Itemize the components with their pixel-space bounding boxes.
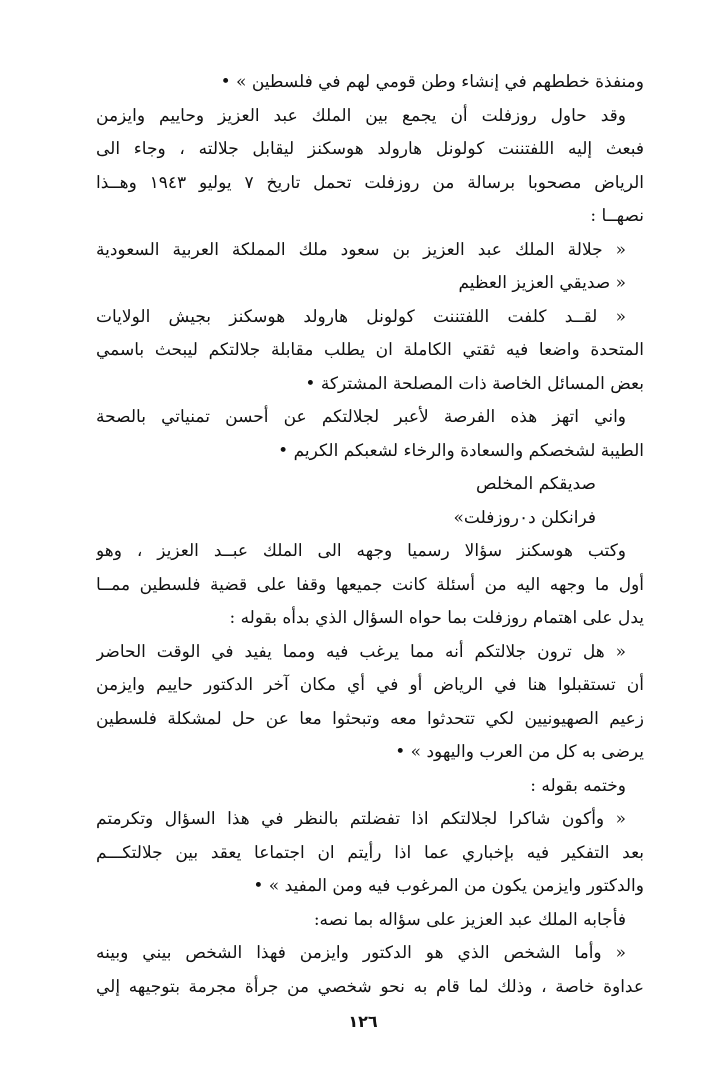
text-line: فبعث إليه اللفتننت كولونل هارولد هوسكنز ليقابل جلالته ، وجاء الى	[96, 139, 644, 159]
text-line: بعد التفكير فيه بإخباري عما اذا رأيتم ان اجتماعا يعقد بين جلالتكـــم	[96, 842, 644, 863]
page-number: ١٢٦	[348, 1012, 378, 1031]
text-line: « صديقي العزيز العظيم	[458, 273, 626, 293]
text-line: يرضى به كل من العرب واليهود » •	[395, 742, 644, 762]
text-line: الطيبة لشخصكم والسعادة والرخاء لشعبكم الكريم •	[278, 440, 644, 461]
text-line: واني اتهز هذه الفرصة لأعبر لجلالتكم عن أحسن تمنياتي بالصحة	[96, 407, 626, 427]
page-body	[96, 66, 644, 1004]
text-line: والدكتور وايزمن يكون من المرغوب فيه ومن المفيد » •	[253, 876, 644, 896]
text-line: بعض المسائل الخاصة ذات المصلحة المشتركة •	[305, 373, 644, 394]
text-line: « جلالة الملك عبد العزيز بن سعود ملك المملكة العربية السعودية	[96, 239, 626, 260]
text-line: « وأكون شاكرا لجلالتكم اذا تفضلتم بالنظر في هذا السؤال وتكرمتم	[96, 809, 626, 829]
text-line: أن تستقبلوا هنا في الرياض أو في أي مكان آخر الدكتور حاييم وايزمن	[96, 675, 644, 695]
text-line: وختمه بقوله :	[530, 775, 626, 796]
text-line: وقد حاول روزفلت أن يجمع بين الملك عبد العزيز وحاييم وايزمن	[96, 105, 626, 126]
text-line: المتحدة واضعا فيه ثقتي الكاملة ان يطلب مقابلة جلالتكم ليبحث باسمي	[96, 340, 644, 360]
text-line: زعيم الصهيونيين لكي تتحدثوا معه وتبحثوا معا عن حل لمشكلة فلسطين	[96, 708, 644, 729]
signature-line: فرانكلن د٠روزفلت»	[453, 507, 596, 528]
text-line: « لقــد كلفت اللفتننت كولونل هارولد هوسكنز بجيش الولايات	[96, 306, 626, 327]
text-line: عداوة خاصة ، وذلك لما قام به نحو شخصي من جرأة مجرمة بتوجيهه إلي	[96, 976, 644, 997]
text-line: « وأما الشخص الذي هو الدكتور وايزمن فهذا الشخص بيني وبينه	[96, 943, 626, 963]
text-line: فأجابه الملك عبد العزيز على سؤاله بما نصه:	[313, 909, 626, 930]
text-line: ومنفذة خططهم في إنشاء وطن قومي لهم في فلسطين » •	[220, 72, 644, 92]
signature-line: صديقكم المخلص	[476, 474, 596, 494]
text-line: أول ما وجهه اليه من أسئلة كانت جميعها وقفا على قضية فلسطين ممــا	[96, 574, 644, 595]
text-line: وكتب هوسكنز سؤالا رسميا وجهه الى الملك عبــد العزيز ، وهو	[96, 541, 626, 561]
text-line: « هل ترون جلالتكم أنه مما يرغب فيه ومما يفيد في الوقت الحاضر	[96, 641, 626, 662]
text-line: يدل على اهتمام روزفلت بما حواه السؤال الذي بدأه بقوله :	[229, 608, 644, 628]
text-line: الرياض مصحوبا برسالة من روزفلت تحمل تاريخ ٧ يوليو ١٩٤٣ وهــذا	[96, 172, 644, 193]
text-line: نصهــا :	[590, 206, 644, 226]
